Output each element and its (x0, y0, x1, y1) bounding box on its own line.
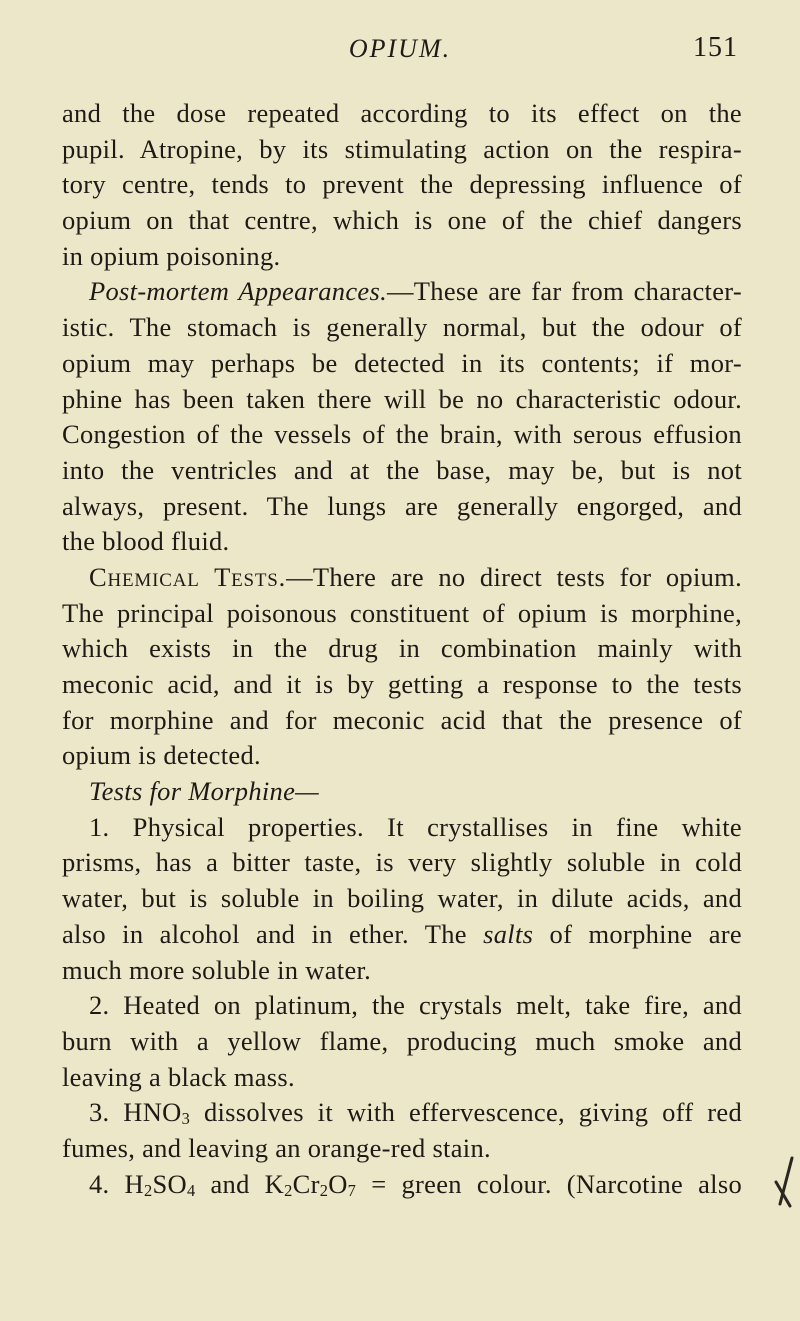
subscript: 3 (181, 1109, 191, 1129)
text-fragment: = green colour. (Narcotine also (356, 1168, 743, 1199)
text-line: always, present. The lungs are generally engorged, and (62, 490, 742, 521)
text-line: and the dose repeated according to its effect on the (62, 98, 742, 128)
text-line: istic. The stomach is generally normal, but the odour of (62, 312, 742, 343)
text-fragment: Cr (292, 1168, 320, 1199)
subscript: 2 (143, 1180, 153, 1200)
emphasis-salts: salts (483, 918, 534, 949)
text-line: the blood fluid. (62, 526, 230, 557)
text-line: pupil. Atropine, by its stimulating action on the respira- (62, 133, 742, 164)
section-heading-chemical-tests: Chemical Tests. (89, 561, 287, 592)
section-heading-post-mortem: Post-mortem Appearances. (89, 276, 387, 307)
text-line: Congestion of the vessels of the brain, with serous effusion (62, 419, 742, 450)
text-fragment: of morphine are (533, 918, 742, 949)
text-line (62, 1167, 742, 1203)
page-number: 151 (693, 32, 738, 63)
text-fragment: —These are far from character- (387, 276, 742, 307)
text-line: tory centre, tends to prevent the depressing influence of (62, 169, 742, 200)
text-line: phine has been taken there will be no characteristic odour. (62, 383, 742, 414)
text-fragment: SO (152, 1168, 187, 1199)
text-line: opium is detected. (62, 740, 261, 771)
page-header (0, 28, 800, 68)
text-fragment: —There are no direct tests for opium. (286, 561, 743, 592)
text-line: much more soluble in water. (62, 954, 372, 985)
text-line (62, 560, 742, 596)
formula-h2so4: 4. H (89, 1168, 144, 1199)
margin-pencil-mark-icon (770, 1152, 796, 1212)
formula-k2cr2o7: and K (195, 1168, 285, 1199)
subscript: 7 (347, 1180, 357, 1200)
text-line: opium on that centre, which is one of the chief dangers (62, 205, 742, 236)
text-line (62, 917, 742, 953)
text-line: fumes, and leaving an orange-red stain. (62, 1132, 491, 1163)
text-line: prisms, has a bitter taste, is very slightly soluble in cold (62, 847, 742, 878)
subscript: 4 (186, 1180, 196, 1200)
text-line: leaving a black mass. (62, 1061, 295, 1092)
text-fragment: also in alcohol and in ether. The (62, 918, 484, 949)
subscript: 2 (284, 1180, 293, 1200)
text-line: The principal poisonous constituent of opium is morphine, (62, 597, 742, 628)
subheading-tests-for-morphine: Tests for Morphine— (89, 776, 320, 807)
text-fragment: O (328, 1168, 348, 1199)
text-line: water, but is soluble in boiling water, in dilute acids, and (62, 883, 742, 914)
text-line: which exists in the drug in combination mainly with (62, 633, 742, 664)
text-fragment: dissolves it with effervescence, giving off red (190, 1097, 742, 1128)
text-line (62, 274, 742, 310)
running-title: OPIUM. (348, 34, 452, 63)
text-line: burn with a yellow flame, producing much smoke and (62, 1025, 742, 1056)
body-text (62, 96, 742, 1202)
formula-hno3: 3. HNO (89, 1097, 182, 1128)
text-line: into the ventricles and at the base, may be, but is not (62, 454, 742, 485)
text-line: in opium poisoning. (62, 240, 281, 271)
text-line (62, 1095, 742, 1131)
text-line: meconic acid, and it is by getting a response to the tests (62, 669, 742, 699)
subscript: 2 (319, 1180, 329, 1200)
text-line: 2. Heated on platinum, the crystals melt, take fire, and (89, 990, 742, 1021)
text-line: 1. Physical properties. It crystallises in fine white (89, 811, 742, 842)
text-line: opium may perhaps be detected in its contents; if mor- (62, 347, 742, 378)
text-line: for morphine and for meconic acid that the presence of (62, 704, 742, 735)
